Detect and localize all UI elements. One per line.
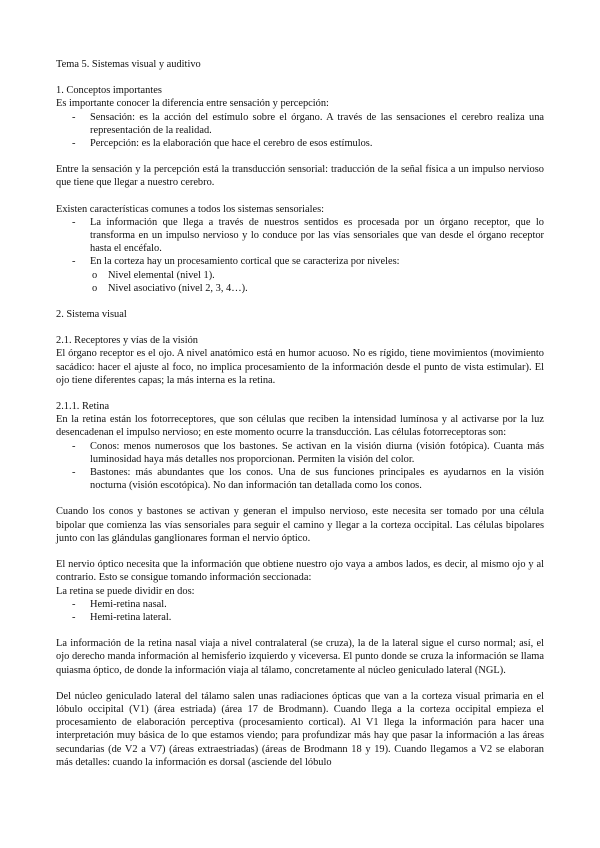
paragraph: La información de la retina nasal viaja a nivel contralateral (se cruza), la de la lateral sigue el curso normal; así, el ojo derecho manda información al hemisferio izquierdo y viceversa. El punto donde se cruza la información se llama quiasma óptico, de donde la información viaja al tálamo, concretamente al núcleo geniculado lateral (NGL). [56,638,544,676]
dash-marker: - [72,598,76,610]
document-body [56,58,544,769]
dash-marker: - [72,138,76,150]
list-item-text: Hemi-retina lateral. [90,611,172,623]
list-item-text: Nivel elemental (nivel 1). [108,269,215,281]
subsection-heading: 2.1.1. Retina [56,401,110,413]
circle-marker: o [92,282,98,294]
list-item [56,466,544,492]
list-item-text: Sensación: es la acción del estímulo sobre el órgano. A través de las sensaciones el cerebro realiza una representación de la realidad. [90,111,544,136]
list-item [56,440,544,466]
list-item-text: En la corteza hay un procesamiento cortical que se caracteriza por niveles: [90,256,400,268]
list-item [56,255,544,268]
paragraph: Existen características comunes a todos los sistemas sensoriales: [56,203,325,215]
subsection-heading: 2.1. Receptores y vías de la visión [56,335,198,347]
circle-marker: o [92,269,98,281]
list-item [56,598,544,611]
paragraph: En la retina están los fotorreceptores, que son células que reciben la intensidad lumínosa y al activarse por la luz desencadenan el impulso nervioso; en este momento ocurre la transducción. Las células fotorreceptoras son: [56,414,544,439]
dash-marker: - [72,467,76,479]
list-item [56,216,544,256]
list-item-text: Bastones: más abundantes que los conos. Una de sus funciones principales es ayudarnos en la visión nocturna (visión escotópica). No dan información tan detallada como los conos. [90,467,544,492]
dash-marker: - [72,111,76,123]
section-heading: 2. Sistema visual [56,309,127,321]
dash-marker: - [72,256,76,268]
list-item-text: Conos: menos numerosos que los bastones. Se activan en la visión diurna (visión fotópica). Cuanta más luminosidad haya más detalles nos proporcionan. Permiten la visión del color. [90,440,544,465]
document-title: Tema 5. Sistemas visual y auditivo [56,59,201,70]
bullet-list [56,598,544,624]
dash-marker: - [72,216,76,228]
list-item [56,137,544,150]
bullet-list [56,440,544,493]
paragraph: La retina se puede dividir en dos: [56,585,195,597]
sub-list-item [56,282,544,295]
paragraph: Entre la sensación y la percepción está la transducción sensorial: traducción de la señal física a un impulso nervioso que tiene que llegar a nuestro cerebro. [56,164,544,189]
bullet-list [56,216,544,295]
paragraph: Del núcleo geniculado lateral del tálamo salen unas radiaciones ópticas que van a la corteza visual primaria en el lóbulo occipital (V1) (área estriada) (área 17 de Brodmann). Cuando llega a la corteza occipital empieza el procesamiento de elaboración perceptiva (procesamiento cortical). Al V1 llega la información para hacer una interpretación muy básica de lo que estamos viendo; para profundizar más hay que pasar la información a las áreas secundarias (de V2 a V7) (áreas extraestriadas) (áreas de Brodmann 18 y 19). Cuando llegamos a V2 se elaboran más detalles: cuando la información es dorsal (asciende del lóbulo [56,690,544,768]
list-item-text: Hemi-retina nasal. [90,598,167,610]
list-item [56,611,544,624]
dash-marker: - [72,611,76,623]
section-heading: 1. Conceptos importantes [56,85,162,97]
paragraph: Es importante conocer la diferencia entre sensación y percepción: [56,98,329,110]
dash-marker: - [72,440,76,452]
list-item-text: Percepción: es la elaboración que hace el cerebro de esos estímulos. [90,138,373,150]
list-item [56,111,544,137]
list-item-text: Nivel asociativo (nivel 2, 3, 4…). [108,282,248,294]
paragraph: Cuando los conos y bastones se activan y generan el impulso nervioso, este necesita ser tomado por una célula bipolar que comienza las vías sensoriales para seguir el camino y llegar a la corteza occipital. Las células bipolares junto con las glándulas ganglionares forman el nervio óptico. [56,506,544,544]
list-item-text: La información que llega a través de nuestros sentidos es procesada por un órgano receptor, que lo transforma en un impulso nervioso y lo conduce por las vías sensoriales que van desde el órgano receptor hasta el encéfalo. [90,216,544,255]
bullet-list [56,111,544,151]
paragraph: El nervio óptico necesita que la información que obtiene nuestro ojo vaya a ambos lados, es decir, al mismo ojo y al contrario. Esto se consigue tomando información seccionada: [56,559,544,584]
paragraph: El órgano receptor es el ojo. A nivel anatómico está en humor acuoso. No es rígido, tiene movimientos (movimiento sacádico: hacer el ajuste al foco, no implica procesamiento de la información desde el punto de vista estimular). El ojo tiene diferentes capas; la más interna es la retina. [56,348,544,386]
sub-list-item [56,269,544,282]
